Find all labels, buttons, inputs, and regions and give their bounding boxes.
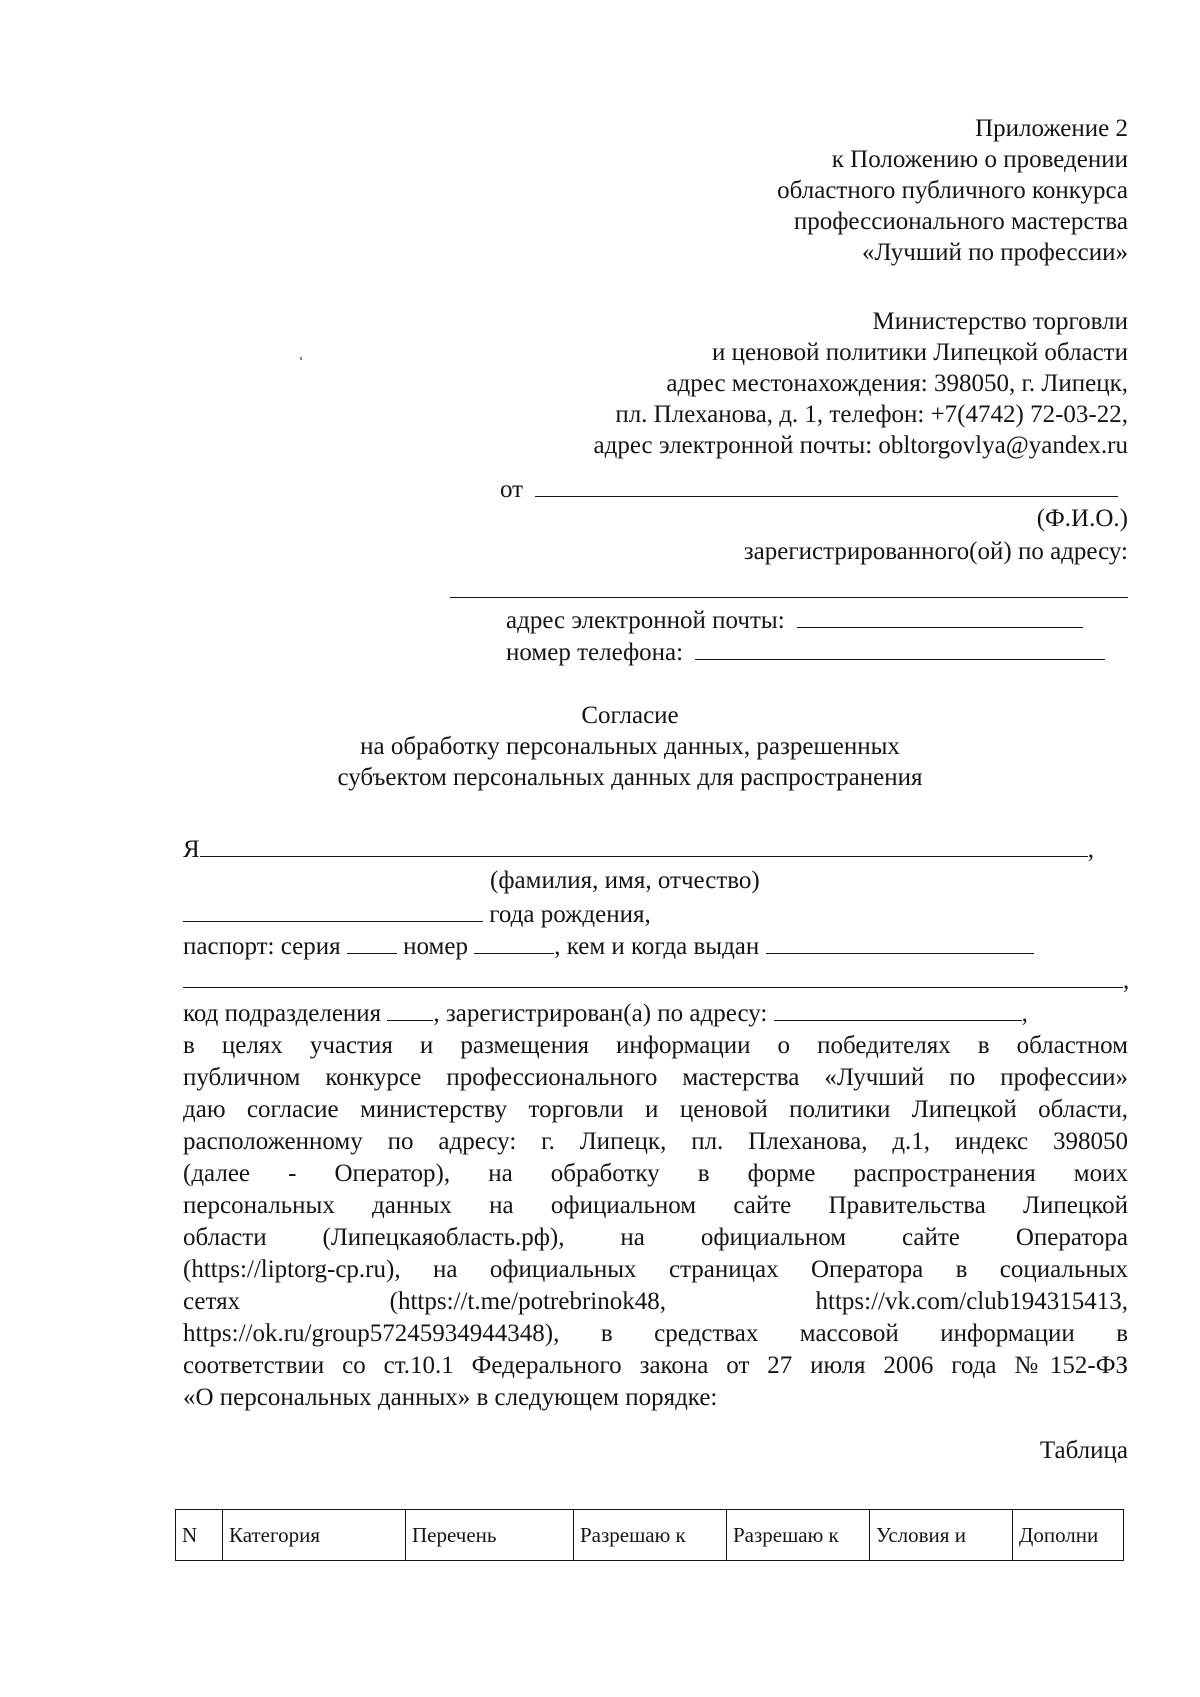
registered-label: , зарегистрирован(а) по адресу: xyxy=(433,1000,768,1027)
table-header-cell: Разрешаю к xyxy=(727,1510,870,1561)
table-header-cell: N xyxy=(176,1510,223,1561)
body-line: «О персональных данных» в следующем порядке: xyxy=(183,1384,718,1411)
comma: , xyxy=(1021,1000,1028,1027)
table-header-cell: Дополни xyxy=(1013,1510,1124,1561)
consent-body xyxy=(183,1030,1128,1414)
appendix-reference xyxy=(777,113,1128,268)
document-title xyxy=(0,700,1200,793)
subdivision-code-field[interactable] xyxy=(387,998,433,1021)
phone-row xyxy=(506,637,1105,667)
body-line: соответствии со ст.10.1 Федерального закона от 27 июля 2006 года №152-ФЗ xyxy=(183,1352,1128,1379)
passport-issued-label: , кем и когда выдан xyxy=(554,933,760,960)
addressee-block xyxy=(594,306,1129,461)
addressee-line: и ценовой политики Липецкой области xyxy=(712,339,1128,366)
passport-series-field[interactable] xyxy=(347,931,397,954)
passport-number-field[interactable] xyxy=(474,931,554,954)
from-row xyxy=(500,474,1118,504)
registered-address-field[interactable] xyxy=(774,998,1022,1021)
passport-issued-field[interactable] xyxy=(766,931,1034,954)
appendix-line: областного публичного конкурса xyxy=(777,177,1128,204)
phone-blank-field[interactable] xyxy=(695,637,1105,660)
birth-label: года рождения, xyxy=(489,901,651,928)
table-header-cell: Разрешаю к xyxy=(574,1510,727,1561)
addressee-line: адрес местонахождения: 398050, г. Липецк, xyxy=(666,370,1128,397)
body-line: персональных данных на официальном сайте Правительства Липецкой xyxy=(183,1192,1128,1219)
fio-hint-full: (фамилия, имя, отчество) xyxy=(490,867,760,894)
body-line: (https://liptorg-cp.ru), на официальных страницах Оператора в социальных xyxy=(183,1256,1128,1283)
appendix-line: профессионального мастерства xyxy=(793,208,1128,235)
body-line: (далее - Оператор), на обработку в форме распространения моих xyxy=(183,1160,1128,1187)
body-line: даю согласие министерству торговли и ценовой политики Липецкой области, xyxy=(183,1096,1128,1123)
passport-row xyxy=(183,931,1034,961)
table-header-row xyxy=(176,1510,1124,1561)
body-line: сетях (https://t.me/potrebrinok48, https://vk.com/club194315413, xyxy=(183,1288,1128,1315)
addressee-line: пл. Плеханова, д. 1, телефон: +7(4742) 72-03-22, xyxy=(615,401,1128,428)
address-row xyxy=(450,575,1128,605)
body-line: области (Липецкаяобласть.рф), на официальном сайте Оператора xyxy=(183,1224,1128,1251)
consent-table xyxy=(175,1509,1124,1561)
email-blank-field[interactable] xyxy=(797,605,1083,628)
table-header-cell: Категория xyxy=(223,1510,406,1561)
subdivision-label: код подразделения xyxy=(183,1000,382,1027)
title-line: на обработку персональных данных, разрешенных xyxy=(360,733,900,760)
birth-row xyxy=(183,899,651,929)
appendix-line: Приложение 2 xyxy=(975,115,1128,142)
passport-continuation-field[interactable] xyxy=(183,965,1123,988)
fio-hint: (Ф.И.О.) xyxy=(1036,505,1128,532)
passport-continuation-row xyxy=(183,965,1129,995)
email-row xyxy=(506,605,1083,635)
passport-series-label: паспорт: серия xyxy=(183,933,341,960)
phone-label: номер телефона: xyxy=(506,639,684,666)
table-caption: Таблица xyxy=(1039,1437,1128,1464)
fio-blank-field[interactable] xyxy=(535,474,1118,497)
title-line: Согласие xyxy=(581,702,679,729)
body-line: расположенному по адресу: г. Липецк, пл. Плеханова, д.1, индекс 398050 xyxy=(183,1128,1128,1155)
comma: , xyxy=(1087,836,1094,863)
applicant-name-row xyxy=(183,834,1094,864)
birth-year-field[interactable] xyxy=(183,899,483,922)
comma: , xyxy=(1123,967,1130,994)
from-label: от xyxy=(500,476,524,503)
body-line: https://ok.ru/group57245934944348), в средствах массовой информации в xyxy=(183,1320,1128,1347)
appendix-line: к Положению о проведении xyxy=(831,146,1128,173)
body-line: в целях участия и размещения информации о победителях в областном xyxy=(183,1032,1128,1059)
address-blank-field[interactable] xyxy=(450,575,1128,598)
addressee-line: адрес электронной почты: obltorgovlya@yandex.ru xyxy=(593,432,1128,459)
addressee-line: Министерство торговли xyxy=(872,308,1128,335)
scan-speck xyxy=(300,357,302,360)
i-label: Я xyxy=(183,836,200,863)
appendix-line: «Лучший по профессии» xyxy=(861,239,1128,266)
registered-address-label: зарегистрированного(ой) по адресу: xyxy=(743,538,1128,565)
applicant-name-field[interactable] xyxy=(200,834,1088,857)
table-header-cell: Условия и xyxy=(870,1510,1013,1561)
table-header-cell: Перечень xyxy=(406,1510,574,1561)
email-label: адрес электронной почты: xyxy=(506,607,785,634)
title-line: субъектом персональных данных для распространения xyxy=(337,764,923,791)
body-line: публичном конкурсе профессионального мастерства «Лучший по профессии» xyxy=(183,1064,1128,1091)
passport-number-label: номер xyxy=(403,933,468,960)
subdivision-row xyxy=(183,998,1028,1028)
